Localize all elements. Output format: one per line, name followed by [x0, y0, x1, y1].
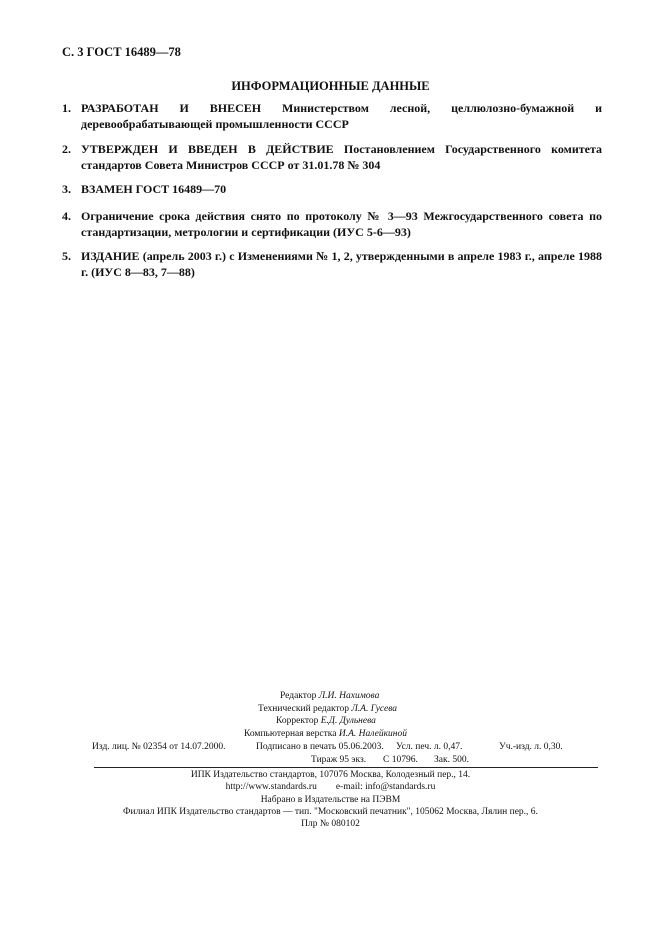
- info-item-3: [62, 181, 602, 197]
- item-text: Постановлением Государственного комитета стандартов Совета Министров СССР от 31.01.78 № 304: [81, 142, 602, 172]
- item-lead: ВЗАМЕН ГОСТ 16489—70: [81, 182, 227, 196]
- publisher-line: Филиал ИПК Издательство стандартов — тип. "Московский печатник", 105062 Москва, Лялин пер., 6.: [123, 806, 538, 817]
- credit-name: И.А. Налейкиной: [338, 728, 407, 739]
- page-header: С. 3 ГОСТ 16489—78: [62, 45, 181, 59]
- publisher-sheets: Уч.-изд. л. 0,30.: [499, 742, 563, 752]
- item-lead: РАЗРАБОТАН И ВНЕСЕН: [81, 101, 262, 115]
- item-number: 5.: [62, 249, 71, 263]
- item-number: 2.: [62, 142, 71, 156]
- publisher-contacts: http://www.standards.ru e-mail: info@standards.ru: [225, 782, 436, 793]
- credit-role: Технический редактор: [258, 703, 352, 714]
- credit-line: [244, 703, 407, 716]
- signed-date: Подписано в печать 05.06.2003.: [256, 742, 384, 752]
- publisher-info: [0, 769, 661, 830]
- section-title: ИНФОРМАЦИОННЫЕ ДАННЫЕ: [231, 79, 430, 93]
- license-text: Изд. лиц. № 02354 от 14.07.2000.: [92, 742, 226, 752]
- item-number: 1.: [62, 101, 71, 115]
- item-lead: ИЗДАНИЕ: [81, 249, 140, 263]
- item-text: (апрель 2003 г.) с Изменениями № 1, 2, утвержденными в апреле 1983 г., апреле 1988 г. (ИУС 8—83, 7—88): [81, 249, 602, 279]
- credit-line: [244, 715, 407, 728]
- divider: [94, 767, 598, 768]
- item-lead: УТВЕРЖДЕН И ВВЕДЕН В ДЕЙСТВИЕ: [81, 142, 334, 156]
- credit-name: Е.Д. Дульнева: [320, 716, 376, 726]
- credit-role: Корректор: [276, 716, 321, 726]
- credit-role: Компьютерная верстка: [244, 728, 339, 739]
- plr-number: Плр № 080102: [301, 819, 360, 830]
- credit-role: Редактор: [280, 691, 319, 701]
- circulation: Тираж 95 экз.: [311, 755, 367, 765]
- info-item-2: [62, 141, 602, 173]
- print-sheets: Усл. печ. л. 0,47.: [396, 742, 463, 752]
- credit-name: Л.И. Нахимова: [318, 691, 380, 701]
- info-item-4: [62, 208, 602, 240]
- credit-line: [244, 728, 407, 741]
- publisher-line: ИПК Издательство стандартов, 107076 Москва, Колодезный пер., 14.: [190, 770, 471, 780]
- item-text: Ограничение срока действия снято по протоколу № 3—93 Межгосударственного совета по стандартизации, метрологии и сертификации (ИУС 5-6—93): [81, 209, 602, 239]
- imprint-block: [92, 741, 612, 767]
- info-item-5: [62, 248, 602, 280]
- editorial-credits: [244, 690, 407, 740]
- credit-line: [244, 690, 407, 703]
- item-number: 3.: [62, 182, 71, 196]
- info-item-1: [62, 100, 602, 132]
- c-number: С 10796.: [383, 755, 418, 765]
- order-number: Зак. 500.: [434, 755, 469, 765]
- item-number: 4.: [62, 209, 71, 223]
- item-text: Министерством лесной, целлюлозно-бумажной и деревообрабатывающей промышленности СССР: [81, 101, 602, 131]
- publisher-line: Набрано в Издательстве на ПЭВМ: [260, 794, 401, 805]
- credit-name: Л.А. Гусева: [351, 703, 398, 714]
